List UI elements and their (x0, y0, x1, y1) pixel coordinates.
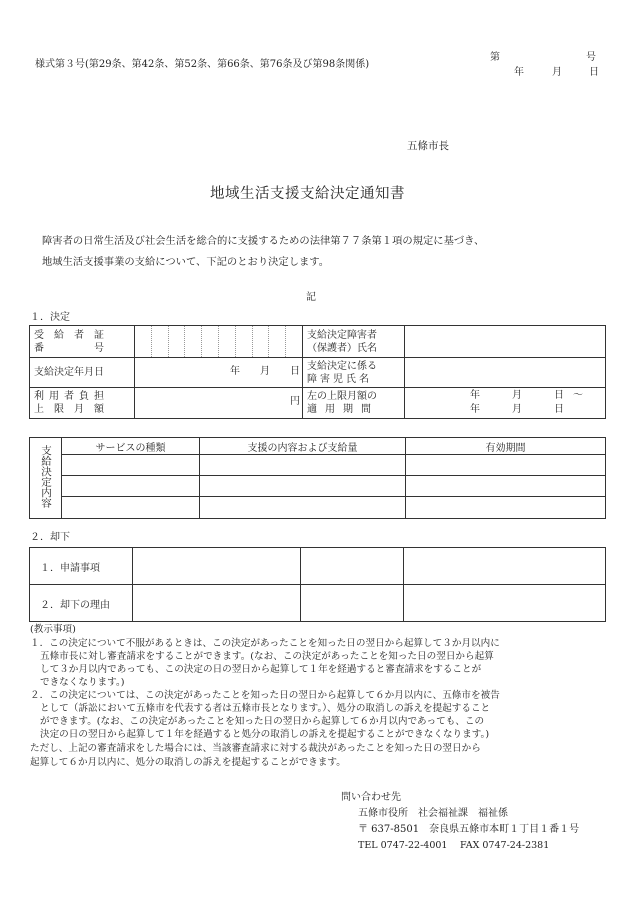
decision-table (29, 325, 606, 419)
decision-date-field[interactable] (135, 358, 303, 388)
period-to-day: 日 (554, 404, 564, 415)
header-service-type: サービスの種類 (62, 438, 200, 455)
content-cell[interactable] (62, 455, 200, 476)
header-support-content: 支援の内容および支給量 (200, 438, 406, 455)
content-table (29, 437, 606, 519)
content-cell[interactable] (406, 476, 606, 497)
period-to-year: 年 (470, 404, 480, 415)
applicant-name-field[interactable] (405, 326, 606, 358)
limit-label (30, 388, 135, 419)
section1-heading: １．決定 (30, 312, 70, 323)
header-valid-period: 有効期間 (406, 438, 606, 455)
child-label-1: 支給決定に係る (307, 360, 377, 372)
content-cell[interactable] (406, 497, 606, 519)
rejection-cell[interactable] (404, 548, 606, 585)
rejection-row2-label: ２．却下の理由 (30, 585, 133, 622)
content-cell[interactable] (406, 455, 606, 476)
contact-tel-fax: TEL 0747-22-4001 FAX 0747-24-2381 (358, 840, 550, 851)
recipient-no-cells[interactable] (135, 326, 303, 358)
period-label (303, 388, 405, 419)
yen-unit: 円 (290, 396, 300, 407)
period-field[interactable] (405, 388, 606, 419)
decision-day: 日 (290, 365, 300, 377)
limit-label-2: 上限月額 (34, 404, 114, 415)
content-cell[interactable] (200, 476, 406, 497)
period-from-month: 月 (512, 390, 522, 401)
rejection-cell[interactable] (404, 585, 606, 622)
contact-heading: 問い合わせ先 (341, 792, 401, 803)
applicant-label-2: （保護者）氏名 (307, 342, 377, 354)
contact-address: 〒 637-8501 奈良県五條市本町１丁目１番１号 (358, 824, 580, 835)
document-number-suffix: 号 (586, 52, 596, 63)
recipient-no-label-2: 番 号 (34, 342, 104, 354)
recipient-no-label (30, 326, 135, 358)
notes-heading: (教示事項) (30, 624, 76, 635)
rejection-cell[interactable] (301, 548, 404, 585)
ki-mark: 記 (306, 292, 316, 303)
child-label (303, 358, 405, 388)
form-number: 様式第３号(第29条、第42条、第52条、第66条、第76条及び第98条関係) (35, 59, 370, 70)
period-to-month: 月 (512, 404, 522, 415)
child-label-2: 障害児氏名 (307, 373, 372, 385)
content-cell[interactable] (62, 497, 200, 519)
header-day: 日 (589, 67, 599, 78)
applicant-label-1: 支給決定障害者 (307, 329, 377, 341)
contact-org: 五條市役所 社会福祉課 福祉係 (358, 808, 508, 819)
limit-amount-field[interactable] (135, 388, 303, 419)
rejection-cell[interactable] (133, 585, 301, 622)
lead-line-2: 地域生活支援事業の支給について、下記のとおり決定します。 (42, 256, 330, 268)
period-tilde: 〜 (573, 390, 583, 401)
recipient-no-label-1: 受 給 者 証 (34, 329, 104, 341)
document-number-prefix: 第 (490, 52, 500, 63)
rejection-table (29, 547, 606, 622)
notes-line: 五條市長に対し審査請求をすることができます。(なお、この決定があったことを知った日の翌日から起算 (40, 651, 494, 662)
rejection-cell[interactable] (133, 548, 301, 585)
period-from-year: 年 (470, 390, 480, 401)
notes-line: できなくなります。) (40, 677, 125, 688)
notes-line: １．この決定について不服があるときは、この決定があったことを知った日の翌日から起算して３か月以内に (30, 638, 500, 649)
notes-line: 起算して６か月以内に、処分の取消しの訴えを提起することができます。 (30, 757, 346, 768)
limit-label-1: 利用者負担 (34, 391, 109, 402)
child-name-field[interactable] (405, 358, 606, 388)
notes-line: 決定の日の翌日から起算して１年を経過すると処分の取消しの訴えを提起することができなくなります。) (40, 729, 490, 740)
content-cell[interactable] (62, 476, 200, 497)
applicant-label (303, 326, 405, 358)
content-side-label: 支給決定内容 (30, 438, 62, 519)
period-label-2: 適用期間 (307, 404, 379, 415)
issuer: 五條市長 (407, 140, 449, 152)
notes-line: ただし、上記の審査請求をした場合には、当該審査請求に対する裁決があったことを知った日の翌日から (30, 743, 481, 754)
notes-line: ２．この決定については、この決定があったことを知った日の翌日から起算して６か月以内に、五條市を被告 (30, 690, 500, 701)
notes-line: として（訴訟において五條市を代表する者は五條市長となります。）、処分の取消しの訴えを提起すること (40, 703, 491, 714)
decision-date-label: 支給決定年月日 (30, 358, 135, 388)
rejection-row1-label: １．申請事項 (30, 548, 133, 585)
header-month: 月 (552, 67, 562, 78)
header-year: 年 (514, 67, 524, 78)
section2-heading: ２．却下 (30, 532, 70, 543)
decision-year: 年 (230, 365, 240, 377)
period-label-1: 左の上限月額の (307, 391, 377, 402)
content-cell[interactable] (200, 497, 406, 519)
rejection-cell[interactable] (301, 585, 404, 622)
notes-line: して３か月以内であっても、この決定の日の翌日から起算して１年を経過すると審査請求をすることが (40, 664, 482, 675)
page-title: 地域生活支援支給決定通知書 (210, 186, 405, 202)
notes-line: ができます。(なお、この決定があったことを知った日の翌日から起算して６か月以内であっても、この (40, 716, 485, 727)
content-cell[interactable] (200, 455, 406, 476)
lead-line-1: 障害者の日常生活及び社会生活を総合的に支援するための法律第７７条第１項の規定に基づき、 (42, 235, 485, 247)
decision-month: 月 (260, 365, 270, 377)
period-from-day: 日 (554, 390, 564, 401)
